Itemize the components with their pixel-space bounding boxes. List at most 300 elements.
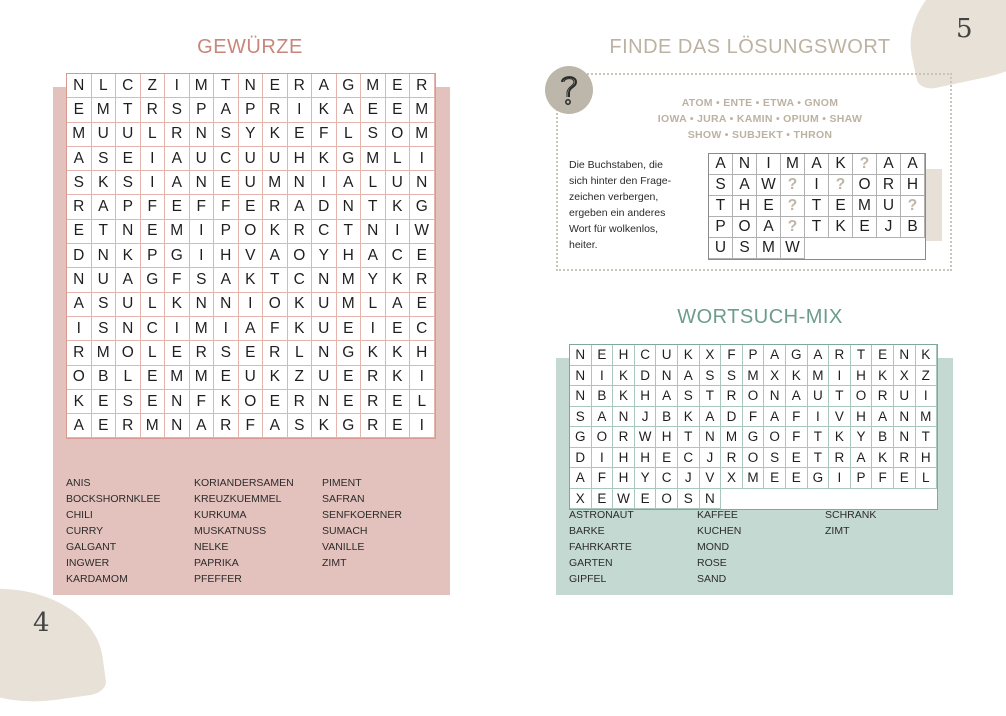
grid-cell: E <box>92 414 117 438</box>
grid-cell: R <box>141 98 166 122</box>
grid-cell: L <box>141 293 166 317</box>
grid-cell: A <box>361 244 386 268</box>
grid-cell: O <box>67 366 92 390</box>
grid-cell: S <box>709 175 733 196</box>
grid-cell: E <box>141 390 166 414</box>
grid-cell: M <box>410 98 435 122</box>
grid-cell: E <box>165 341 190 365</box>
grid-cell: E <box>214 366 239 390</box>
grid-cell: J <box>877 217 901 238</box>
grid-cell: A <box>592 407 614 428</box>
grid-cell: M <box>92 98 117 122</box>
word-item: PAPRIKA <box>194 557 239 569</box>
grid-cell: L <box>361 293 386 317</box>
grid-cell: G <box>808 468 830 489</box>
grid-cell: S <box>361 123 386 147</box>
grid-cell: S <box>165 98 190 122</box>
grid-cell: R <box>288 390 313 414</box>
grid-cell: R <box>263 195 288 219</box>
grid-cell: R <box>410 74 435 98</box>
grid-cell: A <box>678 366 700 387</box>
grid-cell: E <box>894 468 916 489</box>
grid-cell: I <box>916 386 938 407</box>
grid-cell: H <box>733 196 757 217</box>
grid-cell: A <box>656 386 678 407</box>
grid-cell: S <box>700 366 722 387</box>
grid-cell: E <box>361 98 386 122</box>
grid-cell: M <box>808 366 830 387</box>
grid-cell: O <box>764 427 786 448</box>
grid-cell: R <box>829 448 851 469</box>
grid-cell: M <box>165 366 190 390</box>
grid-cell: E <box>872 345 894 366</box>
word-item: NELKE <box>194 541 229 553</box>
grid-cell: N <box>700 489 722 510</box>
word-pool-line: SHOW • SUBJEKT • THRON <box>687 129 833 141</box>
grid-cell: E <box>853 217 877 238</box>
grid-cell: Y <box>312 244 337 268</box>
grid-cell: M <box>361 147 386 171</box>
grid-cell: A <box>901 154 925 175</box>
grid-cell: H <box>613 468 635 489</box>
grid-cell: L <box>916 468 938 489</box>
grid-cell: U <box>239 147 264 171</box>
grid-cell: I <box>312 171 337 195</box>
grid-cell: A <box>337 171 362 195</box>
grid-cell: O <box>239 220 264 244</box>
grid-cell: I <box>165 317 190 341</box>
grid-cell: S <box>733 238 757 259</box>
grid-cell: E <box>386 414 411 438</box>
grid-cell: I <box>410 414 435 438</box>
grid-cell: M <box>165 220 190 244</box>
grid-cell: A <box>67 147 92 171</box>
word-pool-line: ATOM • ENTE • ETWA • GNOM <box>681 97 839 109</box>
grid-cell: M <box>337 268 362 292</box>
grid-cell: N <box>312 390 337 414</box>
grid-cell: K <box>239 268 264 292</box>
grid-cell: U <box>312 317 337 341</box>
grid-cell: F <box>165 268 190 292</box>
grid-cell: R <box>613 427 635 448</box>
grid-cell: H <box>916 448 938 469</box>
grid-cell: M <box>916 407 938 428</box>
grid-cell: I <box>757 154 781 175</box>
grid-cell: R <box>361 366 386 390</box>
grid-cell: U <box>312 366 337 390</box>
grid-cell: U <box>263 147 288 171</box>
grid-cell: J <box>635 407 657 428</box>
grid-cell: L <box>337 123 362 147</box>
grid-cell: M <box>67 123 92 147</box>
grid-cell: G <box>165 244 190 268</box>
grid-cell: H <box>635 386 657 407</box>
grid-cell: N <box>116 220 141 244</box>
grid-cell: U <box>92 268 117 292</box>
grid-cell: E <box>116 147 141 171</box>
grid-cell: E <box>337 366 362 390</box>
grid-cell: K <box>67 390 92 414</box>
grid-cell: V <box>239 244 264 268</box>
grid-cell: ? <box>853 154 877 175</box>
grid-cell: K <box>829 154 853 175</box>
grid-cell: A <box>764 345 786 366</box>
grid-cell: T <box>851 345 873 366</box>
grid-cell: E <box>592 489 614 510</box>
grid-cell: P <box>214 220 239 244</box>
grid-cell: N <box>337 195 362 219</box>
grid-cell: F <box>743 407 765 428</box>
grid-cell: N <box>894 407 916 428</box>
grid-cell: A <box>214 268 239 292</box>
grid-cell: I <box>141 171 166 195</box>
grid-cell: C <box>678 448 700 469</box>
grid-cell: I <box>592 366 614 387</box>
grid-cell: F <box>239 414 264 438</box>
grid-cell: P <box>141 244 166 268</box>
grid-cell: K <box>613 366 635 387</box>
grid-cell: A <box>786 386 808 407</box>
grid-cell: I <box>829 468 851 489</box>
grid-cell: L <box>141 123 166 147</box>
grid-cell: V <box>700 468 722 489</box>
grid-cell: Y <box>361 268 386 292</box>
word-item: KARDAMOM <box>66 573 128 585</box>
grid-cell: A <box>190 414 215 438</box>
hint-line: ergeben ein anderes <box>569 207 666 219</box>
grid-cell: E <box>92 390 117 414</box>
grid-cell: R <box>263 341 288 365</box>
grid-cell: E <box>239 195 264 219</box>
hint-line: Wort für wolkenlos, <box>569 223 659 235</box>
grid-cell: Y <box>851 427 873 448</box>
grid-cell: E <box>386 390 411 414</box>
grid-cell: G <box>337 341 362 365</box>
word-item: VANILLE <box>322 541 365 553</box>
grid-cell: R <box>190 341 215 365</box>
grid-cell: A <box>877 154 901 175</box>
grid-cell: W <box>410 220 435 244</box>
grid-cell: M <box>263 171 288 195</box>
wortsuch-mix-title: WORTSUCH-MIX <box>677 306 843 328</box>
grid-cell: W <box>757 175 781 196</box>
grid-cell: S <box>678 489 700 510</box>
decorative-blob <box>0 574 108 716</box>
grid-cell: K <box>386 341 411 365</box>
grid-cell: K <box>312 98 337 122</box>
grid-cell: M <box>853 196 877 217</box>
grid-cell: R <box>67 195 92 219</box>
grid-cell: P <box>743 345 765 366</box>
grid-cell: ? <box>781 175 805 196</box>
grid-cell: A <box>757 217 781 238</box>
grid-cell: E <box>829 196 853 217</box>
grid-cell: N <box>570 366 592 387</box>
loesungswort-title: FINDE DAS LÖSUNGSWORT <box>609 36 891 58</box>
grid-cell: U <box>116 123 141 147</box>
grid-cell: T <box>116 98 141 122</box>
grid-cell: A <box>386 293 411 317</box>
grid-cell: S <box>214 123 239 147</box>
grid-cell: U <box>386 171 411 195</box>
gewuerze-word-column-1 <box>66 475 161 587</box>
grid-cell: A <box>67 414 92 438</box>
grid-cell: U <box>190 147 215 171</box>
grid-cell: N <box>764 386 786 407</box>
grid-cell: E <box>239 341 264 365</box>
grid-cell: E <box>592 345 614 366</box>
grid-cell: F <box>592 468 614 489</box>
grid-cell: N <box>894 427 916 448</box>
grid-cell: K <box>386 268 411 292</box>
grid-cell: A <box>214 98 239 122</box>
grid-cell: N <box>288 171 313 195</box>
grid-cell: S <box>67 171 92 195</box>
grid-cell: E <box>786 468 808 489</box>
grid-cell: R <box>288 220 313 244</box>
grid-cell: R <box>67 341 92 365</box>
grid-cell: A <box>570 468 592 489</box>
word-item: SCHRANK <box>825 509 877 521</box>
grid-cell: F <box>872 468 894 489</box>
grid-cell: K <box>829 217 853 238</box>
grid-cell: U <box>709 238 733 259</box>
grid-cell: F <box>786 407 808 428</box>
grid-cell: E <box>263 390 288 414</box>
grid-cell: T <box>808 448 830 469</box>
word-item: GARTEN <box>569 557 613 569</box>
grid-cell: R <box>288 74 313 98</box>
grid-cell: K <box>214 390 239 414</box>
grid-cell: M <box>337 293 362 317</box>
grid-cell: U <box>894 386 916 407</box>
grid-cell: O <box>263 293 288 317</box>
grid-cell: H <box>613 345 635 366</box>
grid-cell: R <box>829 345 851 366</box>
grid-cell: C <box>386 244 411 268</box>
grid-cell: I <box>829 366 851 387</box>
grid-cell: B <box>92 366 117 390</box>
grid-cell: D <box>570 448 592 469</box>
grid-cell: N <box>570 345 592 366</box>
grid-cell: K <box>263 220 288 244</box>
word-item: CURRY <box>66 525 104 537</box>
grid-cell: K <box>916 345 938 366</box>
grid-cell: S <box>92 147 117 171</box>
grid-cell: S <box>116 390 141 414</box>
grid-cell: D <box>312 195 337 219</box>
grid-cell: I <box>288 98 313 122</box>
grid-cell: T <box>214 74 239 98</box>
grid-cell: R <box>894 448 916 469</box>
grid-cell: X <box>700 345 722 366</box>
word-item: KAFFEE <box>697 509 738 521</box>
grid-cell: P <box>239 98 264 122</box>
grid-cell: A <box>165 171 190 195</box>
grid-cell: H <box>337 244 362 268</box>
grid-cell: A <box>700 407 722 428</box>
grid-cell: R <box>361 390 386 414</box>
grid-cell: T <box>805 217 829 238</box>
grid-cell: Z <box>288 366 313 390</box>
grid-cell: W <box>613 489 635 510</box>
grid-cell: M <box>743 468 765 489</box>
grid-cell: R <box>872 386 894 407</box>
grid-cell: N <box>894 345 916 366</box>
grid-cell: L <box>361 171 386 195</box>
grid-cell: K <box>263 123 288 147</box>
grid-cell: C <box>116 74 141 98</box>
grid-cell: N <box>239 74 264 98</box>
grid-cell: T <box>337 220 362 244</box>
grid-cell: I <box>805 175 829 196</box>
grid-cell: E <box>288 123 313 147</box>
grid-cell: E <box>337 317 362 341</box>
grid-cell: E <box>263 74 288 98</box>
grid-cell: B <box>592 386 614 407</box>
grid-cell: B <box>656 407 678 428</box>
grid-cell: A <box>764 407 786 428</box>
grid-cell: O <box>656 489 678 510</box>
grid-cell: N <box>733 154 757 175</box>
grid-cell: E <box>67 220 92 244</box>
grid-cell: T <box>805 196 829 217</box>
grid-cell: X <box>721 468 743 489</box>
grid-cell: N <box>67 268 92 292</box>
grid-cell: S <box>288 414 313 438</box>
grid-cell: H <box>214 244 239 268</box>
grid-cell: R <box>214 414 239 438</box>
grid-cell: S <box>570 407 592 428</box>
grid-cell: O <box>239 390 264 414</box>
grid-cell: E <box>141 366 166 390</box>
grid-cell: K <box>92 171 117 195</box>
hint-line: zeichen verbergen, <box>569 191 659 203</box>
grid-cell: U <box>877 196 901 217</box>
hint-line: Die Buchstaben, die <box>569 159 663 171</box>
grid-cell: B <box>872 427 894 448</box>
grid-cell: N <box>190 123 215 147</box>
word-item: FAHRKARTE <box>569 541 632 553</box>
grid-cell: Z <box>141 74 166 98</box>
wortsuch-mix-word-column-2 <box>697 507 741 587</box>
word-item: SAFRAN <box>322 493 365 505</box>
grid-cell: K <box>829 427 851 448</box>
grid-cell: I <box>141 147 166 171</box>
grid-cell: R <box>877 175 901 196</box>
grid-cell: S <box>92 317 117 341</box>
grid-cell: K <box>116 244 141 268</box>
grid-cell: G <box>570 427 592 448</box>
grid-cell: C <box>141 317 166 341</box>
grid-cell: M <box>757 238 781 259</box>
grid-cell: O <box>116 341 141 365</box>
grid-cell: O <box>733 217 757 238</box>
grid-cell: O <box>851 386 873 407</box>
grid-cell: Y <box>635 468 657 489</box>
grid-cell: ? <box>781 217 805 238</box>
grid-cell: N <box>92 244 117 268</box>
grid-cell: T <box>700 386 722 407</box>
grid-cell: ? <box>781 196 805 217</box>
grid-cell: E <box>786 448 808 469</box>
grid-cell: A <box>851 448 873 469</box>
word-item: PIMENT <box>322 477 362 489</box>
grid-cell: G <box>141 268 166 292</box>
grid-cell: E <box>386 98 411 122</box>
grid-cell: A <box>116 268 141 292</box>
grid-cell: F <box>141 195 166 219</box>
grid-cell: K <box>386 366 411 390</box>
grid-cell: F <box>263 317 288 341</box>
grid-cell: C <box>214 147 239 171</box>
grid-cell: F <box>214 195 239 219</box>
grid-cell: R <box>361 414 386 438</box>
grid-cell: G <box>743 427 765 448</box>
grid-cell: N <box>190 171 215 195</box>
word-item: KORIANDERSAMEN <box>194 477 294 489</box>
grid-cell: S <box>190 268 215 292</box>
grid-cell: K <box>613 386 635 407</box>
grid-cell: E <box>214 171 239 195</box>
grid-cell: K <box>678 407 700 428</box>
grid-cell: U <box>312 293 337 317</box>
grid-cell: I <box>190 244 215 268</box>
grid-cell: E <box>386 317 411 341</box>
grid-cell: G <box>337 74 362 98</box>
grid-cell: K <box>312 147 337 171</box>
word-item: CHILI <box>66 509 93 521</box>
word-item: SENFKOERNER <box>322 509 402 521</box>
grid-cell: T <box>709 196 733 217</box>
grid-cell: D <box>721 407 743 428</box>
grid-cell: I <box>165 74 190 98</box>
grid-cell: U <box>239 171 264 195</box>
word-item: PFEFFER <box>194 573 242 585</box>
grid-cell: K <box>678 345 700 366</box>
grid-cell: K <box>263 366 288 390</box>
grid-cell: A <box>165 147 190 171</box>
grid-cell: N <box>312 268 337 292</box>
grid-cell: P <box>709 217 733 238</box>
grid-cell: N <box>570 386 592 407</box>
grid-cell: N <box>165 390 190 414</box>
grid-cell: P <box>116 195 141 219</box>
grid-cell: G <box>337 147 362 171</box>
grid-cell: I <box>214 317 239 341</box>
grid-cell: W <box>781 238 805 259</box>
grid-cell: R <box>410 268 435 292</box>
grid-cell: K <box>288 317 313 341</box>
grid-cell: F <box>312 123 337 147</box>
grid-cell: M <box>190 74 215 98</box>
grid-cell: I <box>592 448 614 469</box>
grid-cell: S <box>721 366 743 387</box>
grid-cell: X <box>570 489 592 510</box>
grid-cell: K <box>872 448 894 469</box>
grid-cell: N <box>190 293 215 317</box>
word-item: ZIMT <box>322 557 347 569</box>
grid-cell: T <box>263 268 288 292</box>
loesungswort-letter-grid <box>708 153 926 260</box>
grid-cell: F <box>190 195 215 219</box>
grid-cell: O <box>288 244 313 268</box>
gewuerze-word-column-3 <box>322 475 402 571</box>
grid-cell: T <box>92 220 117 244</box>
grid-cell: L <box>288 341 313 365</box>
grid-cell: I <box>190 220 215 244</box>
word-item: SUMACH <box>322 525 368 537</box>
